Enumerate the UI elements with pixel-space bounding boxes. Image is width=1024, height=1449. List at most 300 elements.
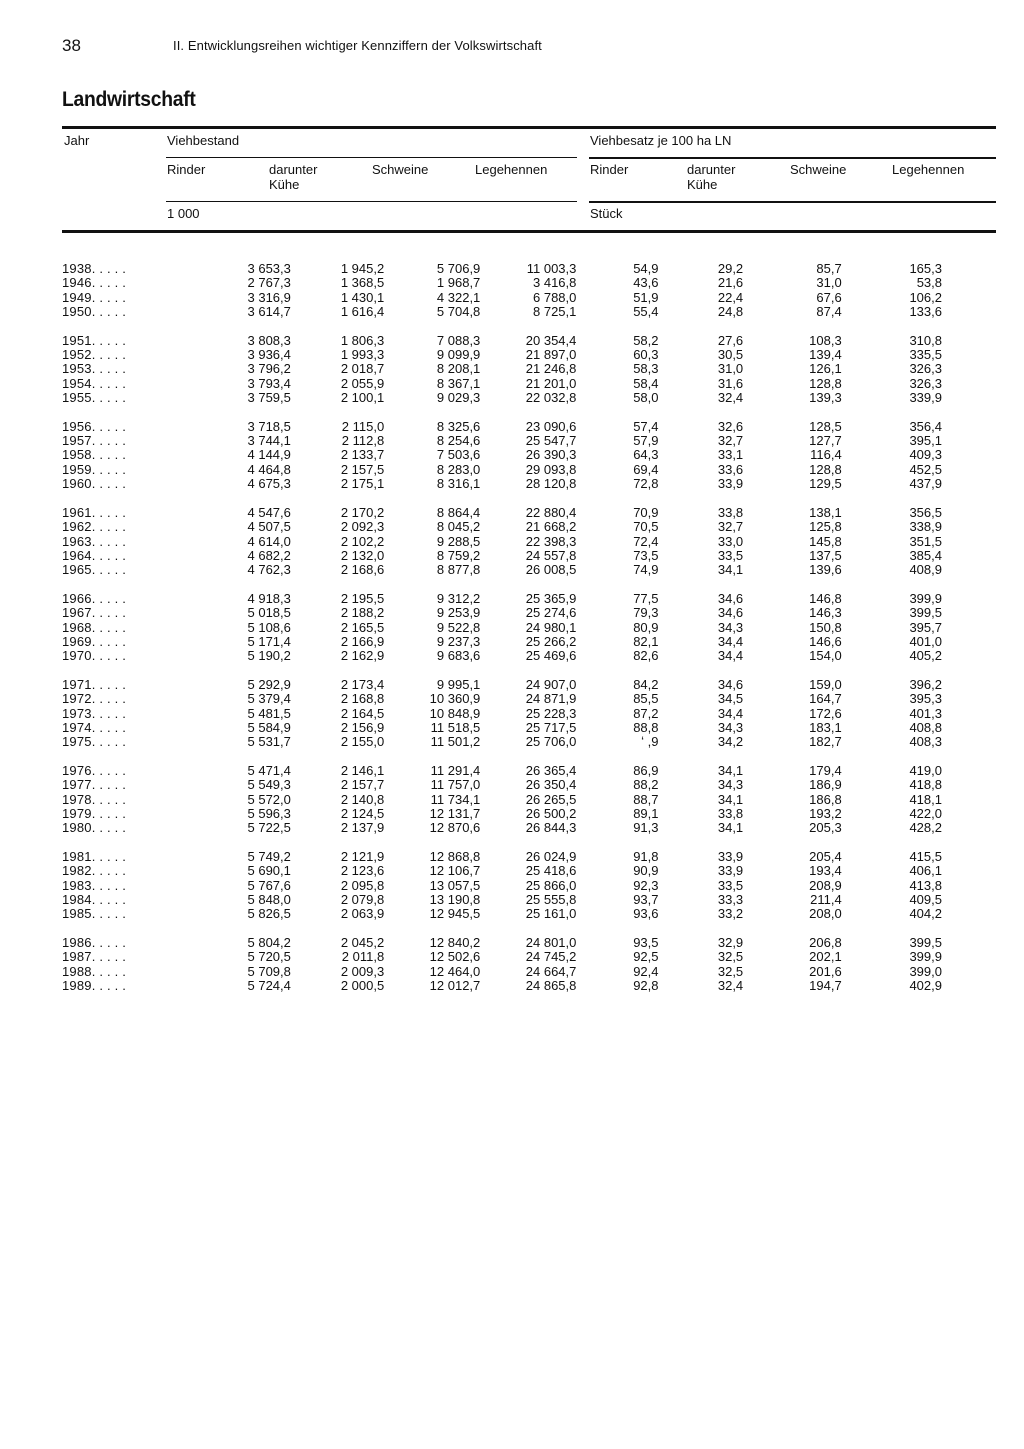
cell-legehennen-bestand: 20 354,4 (525, 332, 577, 348)
subgroup-rule-left (166, 157, 577, 158)
cell-rinder-bestand: 4 144,9 (247, 447, 291, 463)
cell-rinder-bestand: 3 759,5 (247, 390, 291, 406)
cell-legehennen-bestand: 26 265,5 (525, 791, 577, 807)
header-kuehe-besatz-2: Kühe (687, 177, 718, 192)
data-table (62, 262, 942, 993)
cell-kuehe-bestand: 2 079,8 (340, 892, 385, 908)
cell-legehennen-bestand: 25 418,6 (525, 863, 577, 879)
cell-legehennen-bestand: 24 865,8 (525, 978, 577, 994)
cell-schweine-bestand: 9 253,9 (436, 605, 481, 621)
year-cell: 1972. . . . . (62, 691, 127, 707)
table-row (62, 592, 942, 606)
cell-kuehe-besatz: 32,7 (717, 519, 744, 535)
cell-schweine-bestand: 8 045,2 (436, 519, 481, 535)
group-spacer (62, 492, 942, 506)
cell-schweine-besatz: 128,8 (809, 375, 842, 391)
running-head (62, 36, 994, 56)
cell-legehennen-besatz: 428,2 (909, 820, 942, 836)
cell-kuehe-besatz: 33,0 (717, 533, 744, 549)
cell-legehennen-bestand: 22 398,3 (525, 533, 577, 549)
cell-rinder-besatz: 74,9 (633, 562, 659, 578)
table-row (62, 793, 942, 807)
cell-schweine-bestand: 13 057,5 (429, 877, 481, 893)
table-row (62, 463, 942, 477)
cell-kuehe-bestand: 2 133,7 (340, 447, 385, 463)
cell-legehennen-bestand: 25 161,0 (525, 906, 577, 922)
cell-legehennen-bestand: 24 801,0 (525, 934, 577, 950)
cell-rinder-bestand: 5 531,7 (247, 734, 291, 750)
table-row (62, 621, 942, 635)
group-spacer (62, 836, 942, 850)
cell-rinder-besatz: 84,2 (633, 676, 659, 692)
cell-legehennen-besatz: 408,8 (909, 719, 942, 735)
cell-rinder-bestand: 3 653,3 (247, 261, 291, 276)
cell-kuehe-bestand: 2 155,0 (340, 734, 385, 750)
table-row (62, 764, 942, 778)
cell-kuehe-bestand: 2 157,7 (340, 777, 385, 793)
cell-schweine-bestand: 5 704,8 (436, 304, 481, 320)
cell-kuehe-besatz: 34,4 (717, 633, 744, 649)
cell-legehennen-besatz: 395,7 (909, 619, 942, 635)
cell-rinder-bestand: 5 709,8 (247, 963, 291, 979)
cell-rinder-besatz: 60,3 (633, 347, 659, 363)
group-spacer (62, 922, 942, 936)
cell-schweine-besatz: 154,0 (809, 648, 842, 664)
cell-legehennen-bestand: 25 274,6 (525, 605, 577, 621)
cell-kuehe-bestand: 1 806,3 (340, 332, 385, 348)
cell-schweine-bestand: 11 518,5 (430, 719, 481, 735)
cell-legehennen-besatz: 408,9 (909, 562, 942, 578)
table-row (62, 950, 942, 964)
table-row (62, 448, 942, 462)
cell-schweine-besatz: 129,5 (809, 476, 842, 492)
cell-kuehe-besatz: 27,6 (717, 332, 744, 348)
cell-rinder-besatz: 86,9 (633, 762, 659, 778)
cell-schweine-bestand: 8 864,4 (436, 504, 481, 520)
header-legehennen-besatz: Legehennen (892, 162, 965, 177)
cell-legehennen-besatz: 419,0 (909, 762, 942, 778)
cell-rinder-besatz: 77,5 (633, 590, 659, 606)
cell-legehennen-bestand: 11 003,3 (526, 261, 577, 276)
table-body (62, 262, 942, 993)
cell-kuehe-besatz: 34,1 (717, 791, 744, 807)
cell-legehennen-besatz: 405,2 (909, 648, 942, 664)
group-spacer (62, 664, 942, 678)
cell-legehennen-bestand: 25 866,0 (525, 877, 577, 893)
cell-legehennen-bestand: 24 980,1 (525, 619, 577, 635)
cell-schweine-bestand: 4 322,1 (436, 289, 481, 305)
cell-legehennen-besatz: 406,1 (909, 863, 942, 879)
cell-rinder-besatz: 43,6 (633, 275, 659, 291)
cell-kuehe-besatz: 32,5 (717, 949, 744, 965)
cell-schweine-besatz: 127,7 (809, 433, 842, 449)
cell-kuehe-bestand: 2 000,5 (340, 978, 385, 994)
cell-kuehe-bestand: 2 055,9 (340, 375, 385, 391)
cell-kuehe-besatz: 32,9 (717, 934, 744, 950)
cell-schweine-bestand: 5 706,9 (436, 261, 481, 276)
cell-rinder-bestand: 3 614,7 (247, 304, 291, 320)
cell-kuehe-bestand: 2 124,5 (340, 806, 385, 821)
cell-schweine-bestand: 8 283,0 (436, 461, 481, 477)
cell-kuehe-bestand: 2 168,6 (340, 562, 385, 578)
cell-kuehe-besatz: 33,2 (717, 906, 744, 922)
header-rinder-bestand: Rinder (167, 162, 206, 177)
cell-rinder-bestand: 5 596,3 (247, 806, 291, 821)
table-row (62, 965, 942, 979)
cell-rinder-bestand: 5 379,4 (247, 691, 291, 707)
year-cell: 1975. . . . . (62, 734, 127, 750)
cell-schweine-besatz: 146,3 (809, 605, 842, 621)
cell-rinder-bestand: 5 804,2 (247, 934, 291, 950)
year-cell: 1958. . . . . (62, 447, 127, 463)
cell-rinder-bestand: 5 848,0 (247, 892, 291, 908)
table-row (62, 649, 942, 663)
table-row (62, 893, 942, 907)
cell-legehennen-bestand: 25 706,0 (525, 734, 577, 750)
cell-kuehe-besatz: 33,3 (717, 892, 744, 908)
cell-legehennen-besatz: 165,3 (909, 261, 942, 276)
cell-schweine-bestand: 12 945,5 (429, 906, 481, 922)
cell-legehennen-bestand: 26 844,3 (525, 820, 577, 836)
cell-kuehe-bestand: 2 195,5 (340, 590, 385, 606)
cell-rinder-besatz: 92,4 (633, 963, 659, 979)
table-row (62, 821, 942, 835)
year-cell: 1955. . . . . (62, 390, 127, 406)
table-row (62, 563, 942, 577)
year-cell: 1974. . . . . (62, 719, 127, 735)
cell-kuehe-bestand: 1 993,3 (340, 347, 385, 363)
cell-kuehe-besatz: 34,3 (717, 719, 744, 735)
header-legehennen-bestand: Legehennen (475, 162, 548, 177)
cell-legehennen-besatz: 415,5 (909, 848, 942, 864)
cell-kuehe-bestand: 2 168,8 (340, 691, 385, 707)
cell-rinder-bestand: 5 018,5 (247, 605, 291, 621)
cell-kuehe-bestand: 1 430,1 (340, 289, 385, 305)
table-row (62, 778, 942, 792)
table-row (62, 879, 942, 893)
cell-legehennen-bestand: 26 008,5 (525, 562, 577, 578)
cell-kuehe-bestand: 2 175,1 (340, 476, 385, 492)
cell-kuehe-bestand: 2 140,8 (340, 791, 385, 807)
cell-kuehe-besatz: 33,9 (717, 476, 744, 492)
cell-schweine-bestand: 9 237,3 (436, 633, 481, 649)
cell-legehennen-besatz: 351,5 (909, 533, 942, 549)
cell-rinder-besatz: 58,3 (633, 361, 659, 377)
cell-legehennen-bestand: 28 120,8 (525, 476, 577, 492)
cell-rinder-besatz: 90,9 (633, 863, 659, 879)
cell-kuehe-bestand: 2 157,5 (340, 461, 385, 477)
cell-legehennen-bestand: 21 201,0 (525, 375, 577, 391)
cell-rinder-bestand: 5 826,5 (247, 906, 291, 922)
cell-schweine-bestand: 9 099,9 (436, 347, 481, 363)
cell-legehennen-bestand: 24 745,2 (525, 949, 577, 965)
year-cell: 1961. . . . . (62, 504, 127, 520)
cell-schweine-besatz: 183,1 (809, 719, 842, 735)
year-cell: 1968. . . . . (62, 619, 127, 635)
cell-schweine-besatz: 145,8 (809, 533, 842, 549)
table-row (62, 291, 942, 305)
page-number: 38 (62, 36, 81, 55)
cell-rinder-besatz: 72,4 (633, 533, 659, 549)
cell-kuehe-bestand: 2 063,9 (340, 906, 385, 922)
cell-kuehe-besatz: 34,3 (717, 777, 744, 793)
table-row (62, 506, 942, 520)
cell-rinder-bestand: 5 572,0 (247, 791, 291, 807)
cell-kuehe-besatz: 31,0 (717, 361, 744, 377)
cell-kuehe-besatz: 32,4 (717, 978, 744, 994)
cell-kuehe-bestand: 2 018,7 (340, 361, 385, 377)
cell-kuehe-bestand: 2 011,8 (341, 949, 385, 965)
year-cell: 1956. . . . . (62, 418, 127, 434)
year-cell: 1963. . . . . (62, 533, 127, 549)
header-schweine-besatz: Schweine (790, 162, 847, 177)
cell-schweine-besatz: 206,8 (809, 934, 842, 950)
table-row (62, 477, 942, 491)
cell-rinder-besatz: 64,3 (633, 447, 659, 463)
group-spacer (62, 320, 942, 334)
cell-rinder-bestand: 5 481,5 (247, 705, 291, 721)
cell-rinder-besatz: 89,1 (633, 806, 659, 821)
cell-schweine-besatz: 146,6 (809, 633, 842, 649)
cell-schweine-besatz: 211,4 (810, 892, 842, 908)
cell-legehennen-bestand: 26 390,3 (525, 447, 577, 463)
header-viehbesatz: Viehbesatz je 100 ha LN (590, 133, 732, 148)
year-cell: 1986. . . . . (62, 934, 127, 950)
table-row (62, 864, 942, 878)
cell-rinder-bestand: 3 316,9 (247, 289, 291, 305)
cell-schweine-bestand: 10 360,9 (429, 691, 481, 707)
cell-schweine-bestand: 9 683,6 (436, 648, 481, 664)
cell-kuehe-bestand: 2 173,4 (340, 676, 385, 692)
cell-rinder-bestand: 2 767,3 (247, 275, 291, 291)
cell-kuehe-besatz: 29,2 (717, 261, 744, 276)
cell-kuehe-besatz: 34,1 (717, 762, 744, 778)
cell-kuehe-besatz: 34,5 (717, 691, 744, 707)
cell-rinder-bestand: 4 614,0 (247, 533, 291, 549)
cell-schweine-bestand: 12 502,6 (429, 949, 481, 965)
cell-legehennen-besatz: 418,8 (909, 777, 942, 793)
cell-rinder-besatz: 88,7 (633, 791, 659, 807)
cell-rinder-bestand: 3 744,1 (247, 433, 291, 449)
cell-legehennen-besatz: 399,0 (909, 963, 942, 979)
cell-rinder-bestand: 3 796,2 (247, 361, 291, 377)
cell-schweine-bestand: 7 088,3 (436, 332, 481, 348)
table-row (62, 535, 942, 549)
cell-kuehe-bestand: 2 045,2 (340, 934, 385, 950)
cell-rinder-besatz: 54,9 (633, 261, 659, 276)
cell-kuehe-besatz: 32,4 (717, 390, 744, 406)
cell-legehennen-besatz: 399,9 (909, 949, 942, 965)
cell-schweine-besatz: 85,7 (816, 261, 842, 276)
cell-schweine-besatz: 128,5 (809, 418, 842, 434)
cell-schweine-bestand: 8 877,8 (436, 562, 481, 578)
table-row (62, 692, 942, 706)
year-cell: 1966. . . . . (62, 590, 127, 606)
year-cell: 1980. . . . . (62, 820, 127, 836)
year-cell: 1946. . . . . (62, 275, 127, 291)
table-row (62, 305, 942, 319)
cell-kuehe-bestand: 2 146,1 (340, 762, 385, 778)
cell-kuehe-bestand: 2 123,6 (340, 863, 385, 879)
unit-label-bestand: 1 000 (167, 206, 200, 221)
cell-rinder-bestand: 3 936,4 (247, 347, 291, 363)
cell-schweine-besatz: 126,1 (809, 361, 842, 377)
table-row (62, 549, 942, 563)
table-row (62, 678, 942, 692)
header-kuehe-besatz-1: darunter (687, 162, 736, 177)
year-cell: 1983. . . . . (62, 877, 127, 893)
cell-rinder-besatz: 70,5 (633, 519, 659, 535)
cell-legehennen-besatz: 422,0 (909, 806, 942, 821)
cell-legehennen-bestand: 26 350,4 (525, 777, 577, 793)
cell-rinder-bestand: 5 722,5 (247, 820, 291, 836)
table-row (62, 936, 942, 950)
cell-rinder-besatz: 58,2 (633, 332, 659, 348)
cell-legehennen-besatz: 326,3 (909, 361, 942, 377)
cell-schweine-besatz: 172,6 (809, 705, 842, 721)
cell-kuehe-bestand: 2 102,2 (340, 533, 385, 549)
cell-legehennen-bestand: 26 500,2 (525, 806, 577, 821)
header-kuehe-bestand-1: darunter (269, 162, 318, 177)
cell-rinder-bestand: 5 549,3 (247, 777, 291, 793)
cell-legehennen-besatz: 310,8 (909, 332, 942, 348)
cell-legehennen-bestand: 24 907,0 (525, 676, 577, 692)
cell-kuehe-bestand: 2 170,2 (340, 504, 385, 520)
cell-legehennen-besatz: 395,1 (909, 433, 942, 449)
cell-rinder-bestand: 5 471,4 (247, 762, 291, 778)
cell-schweine-besatz: 139,3 (809, 390, 842, 406)
header-jahr: Jahr (64, 133, 90, 148)
year-cell: 1979. . . . . (62, 806, 127, 821)
cell-kuehe-bestand: 2 121,9 (340, 848, 385, 864)
table-row (62, 635, 942, 649)
table-row (62, 377, 942, 391)
cell-rinder-besatz: 82,1 (633, 633, 659, 649)
cell-rinder-besatz: 69,4 (633, 461, 659, 477)
cell-legehennen-besatz: 338,9 (909, 519, 942, 535)
cell-kuehe-besatz: 34,6 (717, 590, 744, 606)
cell-rinder-besatz: 79,3 (633, 605, 659, 621)
cell-schweine-bestand: 11 291,4 (430, 762, 481, 778)
cell-schweine-besatz: 186,8 (809, 791, 842, 807)
cell-schweine-bestand: 1 968,7 (436, 275, 481, 291)
cell-schweine-bestand: 12 131,7 (429, 806, 481, 821)
cell-legehennen-besatz: 401,3 (909, 705, 942, 721)
cell-schweine-besatz: 67,6 (816, 289, 842, 305)
year-cell: 1978. . . . . (62, 791, 127, 807)
table-row (62, 420, 942, 434)
cell-rinder-besatz: 55,4 (633, 304, 659, 320)
cell-legehennen-bestand: 29 093,8 (525, 461, 577, 477)
cell-kuehe-besatz: 33,9 (717, 848, 744, 864)
cell-rinder-besatz: 80,9 (633, 619, 659, 635)
cell-schweine-besatz: 193,4 (809, 863, 842, 879)
cell-schweine-besatz: 128,8 (809, 461, 842, 477)
cell-kuehe-bestand: 2 165,5 (340, 619, 385, 635)
cell-schweine-besatz: 205,3 (809, 820, 842, 836)
cell-kuehe-besatz: 32,7 (717, 433, 744, 449)
cell-kuehe-besatz: 34,4 (717, 648, 744, 664)
cell-legehennen-bestand: 6 788,0 (533, 289, 577, 305)
cell-kuehe-bestand: 2 112,8 (341, 433, 385, 449)
table-row (62, 606, 942, 620)
cell-legehennen-besatz: 452,5 (909, 461, 942, 477)
year-cell: 1962. . . . . (62, 519, 127, 535)
cell-rinder-bestand: 5 108,6 (247, 619, 291, 635)
cell-kuehe-besatz: 33,6 (717, 461, 744, 477)
year-cell: 1982. . . . . (62, 863, 127, 879)
cell-legehennen-bestand: 21 668,2 (525, 519, 577, 535)
cell-schweine-besatz: 116,4 (810, 447, 842, 463)
table-row (62, 907, 942, 921)
cell-schweine-besatz: 139,6 (809, 562, 842, 578)
cell-kuehe-bestand: 2 092,3 (340, 519, 385, 535)
cell-schweine-bestand: 12 870,6 (429, 820, 481, 836)
section-title: Landwirtschaft (62, 88, 196, 111)
cell-legehennen-besatz: 53,8 (916, 275, 942, 291)
cell-kuehe-besatz: 22,4 (717, 289, 744, 305)
cell-schweine-besatz: 146,8 (809, 590, 842, 606)
cell-schweine-besatz: 31,0 (816, 275, 842, 291)
cell-schweine-besatz: 193,2 (809, 806, 842, 821)
cell-rinder-bestand: 5 584,9 (247, 719, 291, 735)
table-row (62, 334, 942, 348)
cell-legehennen-bestand: 24 871,9 (525, 691, 577, 707)
cell-legehennen-bestand: 25 469,6 (525, 648, 577, 664)
cell-rinder-besatz: 58,0 (633, 390, 659, 406)
cell-rinder-besatz: 70,9 (633, 504, 659, 520)
cell-rinder-bestand: 4 762,3 (247, 562, 291, 578)
table-row (62, 807, 942, 821)
cell-legehennen-bestand: 24 557,8 (525, 547, 577, 563)
cell-kuehe-besatz: 34,1 (717, 562, 744, 578)
cell-legehennen-besatz: 335,5 (909, 347, 942, 363)
cell-rinder-bestand: 3 718,5 (247, 418, 291, 434)
header-viehbestand: Viehbestand (167, 133, 240, 148)
cell-schweine-bestand: 11 734,1 (430, 791, 481, 807)
cell-kuehe-besatz: 33,5 (717, 877, 744, 893)
cell-schweine-bestand: 8 316,1 (436, 476, 481, 492)
cell-rinder-bestand: 4 547,6 (247, 504, 291, 520)
unit-rule-right (589, 201, 996, 203)
cell-schweine-besatz: 125,8 (809, 519, 842, 535)
cell-schweine-besatz: 179,4 (809, 762, 842, 778)
year-cell: 1938. . . . . (62, 261, 127, 276)
cell-rinder-bestand: 5 720,5 (247, 949, 291, 965)
cell-rinder-bestand: 3 808,3 (247, 332, 291, 348)
cell-schweine-bestand: 12 012,7 (429, 978, 481, 994)
cell-schweine-bestand: 9 312,2 (436, 590, 481, 606)
cell-legehennen-bestand: 22 880,4 (525, 504, 577, 520)
subgroup-rule-right (589, 157, 996, 159)
year-cell: 1952. . . . . (62, 347, 127, 363)
cell-schweine-besatz: 205,4 (809, 848, 842, 864)
cell-kuehe-besatz: 34,1 (717, 820, 744, 836)
cell-schweine-besatz: 150,8 (809, 619, 842, 635)
cell-rinder-besatz: 73,5 (633, 547, 659, 563)
header-rinder-besatz: Rinder (590, 162, 629, 177)
group-spacer (62, 750, 942, 764)
cell-schweine-besatz: 164,7 (809, 691, 842, 707)
table-row (62, 735, 942, 749)
table-row (62, 979, 942, 993)
year-cell: 1964. . . . . (62, 547, 127, 563)
cell-legehennen-besatz: 408,3 (909, 734, 942, 750)
cell-legehennen-bestand: 25 547,7 (525, 433, 577, 449)
cell-rinder-bestand: 4 918,3 (247, 590, 291, 606)
cell-kuehe-besatz: 33,9 (717, 863, 744, 879)
year-cell: 1965. . . . . (62, 562, 127, 578)
